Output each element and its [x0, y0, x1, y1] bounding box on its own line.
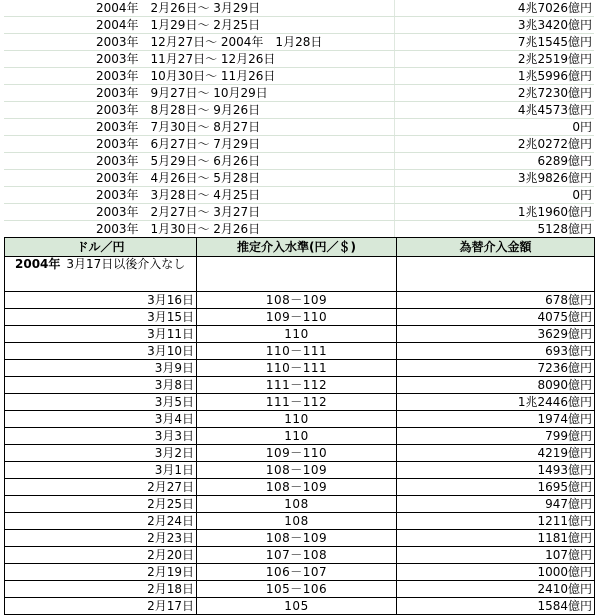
note-empty-amount [397, 257, 595, 292]
amount-cell: 5128億円 [394, 221, 594, 238]
amount-cell: 3兆9826億円 [394, 170, 594, 187]
period-cell: 2003年 4月26日～ 5月28日 [4, 170, 394, 187]
amount-cell: 7兆1545億円 [394, 34, 594, 51]
table-row [5, 479, 595, 496]
date-cell: 3月9日 [5, 360, 197, 377]
date-cell: 2月25日 [5, 496, 197, 513]
date-cell: 3月1日 [5, 462, 197, 479]
amount-cell: 3629億円 [397, 326, 595, 343]
level-cell: 111－112 [197, 377, 397, 394]
date-cell: 3月16日 [5, 292, 197, 309]
note-cell [5, 257, 197, 292]
amount-cell: 947億円 [397, 496, 595, 513]
date-cell: 3月8日 [5, 377, 197, 394]
date-cell: 2月24日 [5, 513, 197, 530]
note-text: 3月17日以後介入なし [66, 257, 186, 271]
date-cell: 3月11日 [5, 326, 197, 343]
header-intervention-amount: 為替介入金額 [397, 238, 595, 257]
list-item [4, 68, 594, 85]
table-row [5, 360, 595, 377]
list-item [4, 17, 594, 34]
amount-cell: 3兆3420億円 [394, 17, 594, 34]
table-row [5, 564, 595, 581]
amount-cell: 4兆4573億円 [394, 102, 594, 119]
date-cell: 3月15日 [5, 309, 197, 326]
level-cell: 108 [197, 496, 397, 513]
period-cell: 2004年 2月26日～ 3月29日 [4, 0, 394, 17]
period-cell: 2003年 9月27日～ 10月29日 [4, 85, 394, 102]
period-cell: 2003年 11月27日～ 12月26日 [4, 51, 394, 68]
table-row [5, 513, 595, 530]
amount-cell: 799億円 [397, 428, 595, 445]
list-item [4, 221, 594, 238]
header-usd-jpy: ドル／円 [5, 238, 197, 257]
amount-cell: 1493億円 [397, 462, 595, 479]
date-cell: 2月27日 [5, 479, 197, 496]
amount-cell: 0円 [394, 187, 594, 204]
list-item [4, 153, 594, 170]
date-cell: 2月20日 [5, 547, 197, 564]
amount-cell: 8090億円 [397, 377, 595, 394]
date-cell: 3月10日 [5, 343, 197, 360]
table-row [5, 292, 595, 309]
table-row [5, 547, 595, 564]
amount-cell: 4219億円 [397, 445, 595, 462]
table-row [5, 598, 595, 615]
list-item [4, 204, 594, 221]
period-cell: 2003年 12月27日～ 2004年 1月28日 [4, 34, 394, 51]
period-cell: 2003年 3月28日～ 4月25日 [4, 187, 394, 204]
level-cell: 106－107 [197, 564, 397, 581]
level-cell: 108 [197, 513, 397, 530]
level-cell: 110－111 [197, 360, 397, 377]
period-cell: 2003年 8月28日～ 9月26日 [4, 102, 394, 119]
amount-cell: 4兆7026億円 [394, 0, 594, 17]
period-cell: 2003年 2月27日～ 3月27日 [4, 204, 394, 221]
amount-cell: 1695億円 [397, 479, 595, 496]
level-cell: 105 [197, 598, 397, 615]
level-cell: 110 [197, 411, 397, 428]
date-cell: 2月23日 [5, 530, 197, 547]
period-cell: 2004年 1月29日～ 2月25日 [4, 17, 394, 34]
note-year: 2004年 [15, 257, 61, 271]
date-cell: 2月18日 [5, 581, 197, 598]
table-row [5, 309, 595, 326]
amount-cell: 693億円 [397, 343, 595, 360]
level-cell: 105－106 [197, 581, 397, 598]
amount-cell: 2410億円 [397, 581, 595, 598]
date-cell: 3月5日 [5, 394, 197, 411]
level-cell: 109－110 [197, 445, 397, 462]
amount-cell: 6289億円 [394, 153, 594, 170]
amount-cell: 678億円 [397, 292, 595, 309]
period-cell: 2003年 7月30日～ 8月27日 [4, 119, 394, 136]
header-estimated-level: 推定介入水準(円／＄) [197, 238, 397, 257]
amount-cell: 1211億円 [397, 513, 595, 530]
amount-cell: 1974億円 [397, 411, 595, 428]
amount-cell: 2兆0272億円 [394, 136, 594, 153]
amount-cell: 1兆2446億円 [397, 394, 595, 411]
amount-cell: 4075億円 [397, 309, 595, 326]
period-cell: 2003年 6月27日～ 7月29日 [4, 136, 394, 153]
list-item [4, 119, 594, 136]
period-cell: 2003年 5月29日～ 6月26日 [4, 153, 394, 170]
date-cell: 3月4日 [5, 411, 197, 428]
level-cell: 108－109 [197, 530, 397, 547]
level-cell: 107－108 [197, 547, 397, 564]
amount-cell: 1181億円 [397, 530, 595, 547]
monthly-intervention-table [4, 0, 594, 238]
amount-cell: 2兆7230億円 [394, 85, 594, 102]
level-cell: 110 [197, 428, 397, 445]
period-cell: 2003年 1月30日～ 2月26日 [4, 221, 394, 238]
amount-cell: 0円 [394, 119, 594, 136]
list-item [4, 85, 594, 102]
list-item [4, 34, 594, 51]
list-item [4, 187, 594, 204]
list-item [4, 102, 594, 119]
amount-cell: 7236億円 [397, 360, 595, 377]
amount-cell: 107億円 [397, 547, 595, 564]
date-cell: 3月2日 [5, 445, 197, 462]
table-row [5, 581, 595, 598]
table-row [5, 496, 595, 513]
table-row [5, 343, 595, 360]
level-cell: 108－109 [197, 462, 397, 479]
level-cell: 108－109 [197, 292, 397, 309]
level-cell: 109－110 [197, 309, 397, 326]
list-item [4, 0, 594, 17]
table-row [5, 326, 595, 343]
level-cell: 108－109 [197, 479, 397, 496]
list-item [4, 51, 594, 68]
date-cell: 2月17日 [5, 598, 197, 615]
amount-cell: 1兆5996億円 [394, 68, 594, 85]
level-cell: 110 [197, 326, 397, 343]
date-cell: 2月19日 [5, 564, 197, 581]
period-cell: 2003年 10月30日～ 11月26日 [4, 68, 394, 85]
table-header-row [5, 238, 595, 257]
table-row [5, 445, 595, 462]
note-row [5, 257, 595, 292]
table-row [5, 428, 595, 445]
amount-cell: 1000億円 [397, 564, 595, 581]
table-row [5, 462, 595, 479]
level-cell: 110－111 [197, 343, 397, 360]
list-item [4, 136, 594, 153]
amount-cell: 2兆2519億円 [394, 51, 594, 68]
level-cell: 111－112 [197, 394, 397, 411]
amount-cell: 1兆1960億円 [394, 204, 594, 221]
table-row [5, 530, 595, 547]
amount-cell: 1584億円 [397, 598, 595, 615]
daily-intervention-table [4, 237, 595, 615]
date-cell: 3月3日 [5, 428, 197, 445]
note-empty-level [197, 257, 397, 292]
table-row [5, 377, 595, 394]
table-row [5, 411, 595, 428]
table-row [5, 394, 595, 411]
list-item [4, 170, 594, 187]
